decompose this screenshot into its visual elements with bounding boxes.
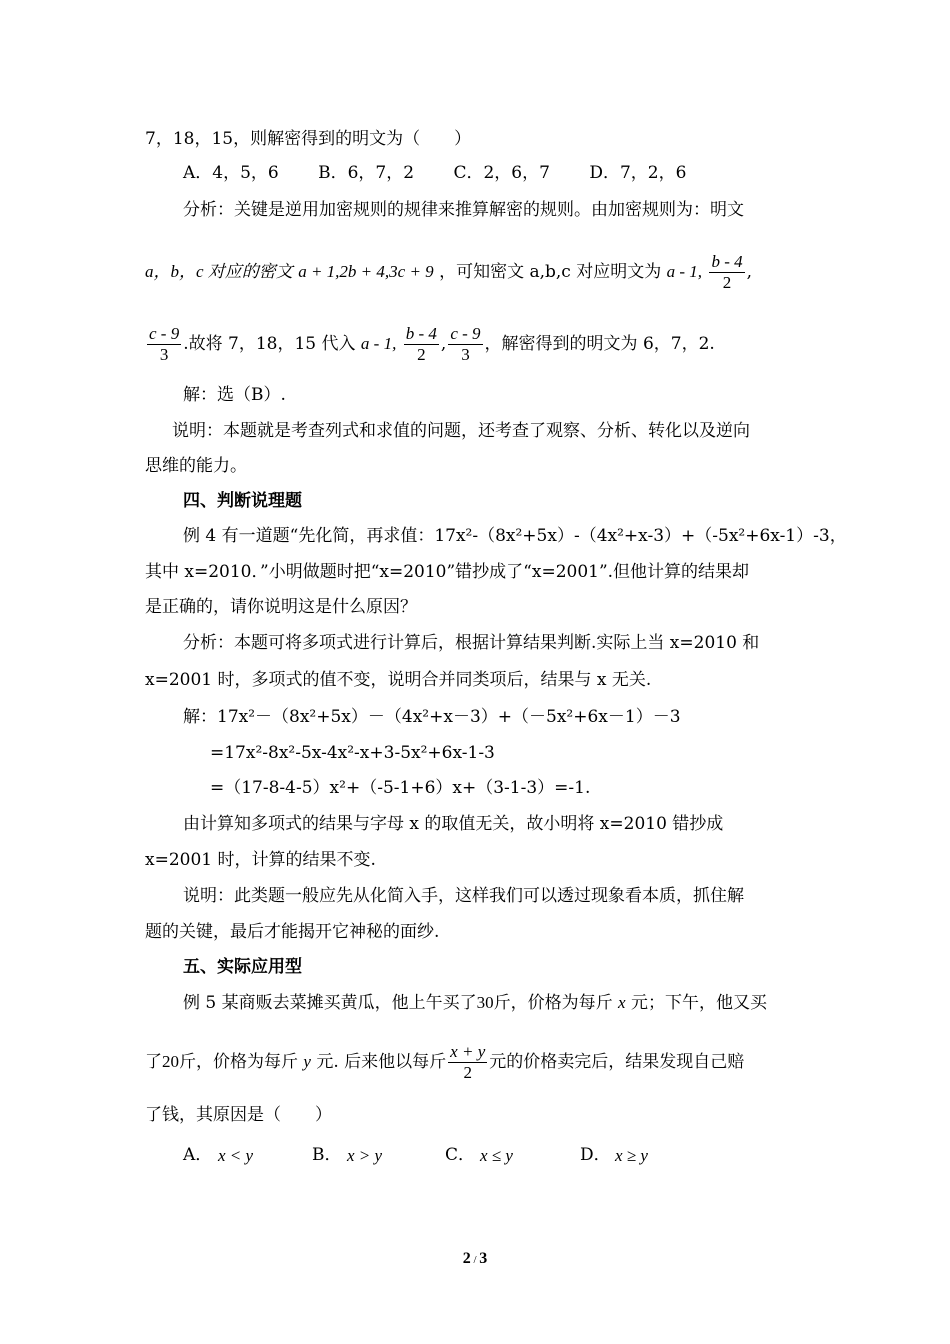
ex4-note-line1: 说明：此类题一般应先从化简入手，这样我们可以透过现象看本质，抓住解 [183, 886, 744, 906]
ex5-option-b [312, 1140, 383, 1165]
ex5-line3: 了钱，其原因是（ ） [145, 1105, 332, 1125]
ex5-sell-price-fraction [448, 1042, 487, 1083]
ex4-line2: 其中 x=2010．”小明做题时把“x=2010”错抄成了“x=2001”.但他计算的结果却 [145, 562, 750, 582]
q3-fraction-c-den: 3 [159, 345, 169, 364]
ex5-line2-mid2: 元. 后来他以每斤 [316, 1052, 447, 1072]
ex5-option-d-math: x ≥ y [615, 1146, 648, 1165]
ex5-option-b-math: x > y [347, 1146, 383, 1165]
q3-fraction-c2 [448, 324, 482, 365]
q3-fraction-c-num: c - 9 [149, 324, 180, 343]
ex5-option-c-math: x ≤ y [480, 1146, 513, 1165]
ex5-option-a [183, 1140, 254, 1165]
ex5-option-a-label: A． [183, 1145, 213, 1165]
ex5-option-a-math: x < y [218, 1146, 254, 1165]
q3-analysis-line1: 分析：关键是逆用加密规则的规律来推算解密的规则。由加密规则为：明文 [183, 200, 744, 220]
ex5-line2-end: 元的价格卖完后，结果发现自己赔 [489, 1052, 745, 1072]
page-current: 2 [462, 1250, 471, 1267]
q3-fraction-b2 [404, 324, 439, 365]
ex4-solution-line3: =（17-8-4-5）x²+（-5-1+6）x+（3-1-3）=-1. [210, 778, 591, 798]
ex5-option-b-label: B． [312, 1145, 342, 1165]
q3-fraction-b-num: b - 4 [711, 252, 743, 271]
ex5-line1-pre: 例 5 某商贩去菜摊买黄瓜，他上午买了 [183, 993, 477, 1013]
ex5-price-x: x [618, 993, 626, 1012]
ex4-line3: 是正确的，请你说明这是什么原因？ [145, 597, 417, 617]
ex5-option-d [580, 1140, 648, 1165]
ex5-line2-mid: 斤，价格为每斤 [179, 1052, 298, 1072]
section4-title: 四、判断说理题 [183, 491, 302, 511]
q3-note-line2: 思维的能力。 [145, 456, 247, 476]
ex5-option-d-label: D． [580, 1145, 611, 1165]
ex5-line1-mid: 斤，价格为每斤 [493, 993, 613, 1013]
q3-fraction-b-den: 2 [722, 273, 732, 292]
page-total: 3 [479, 1250, 488, 1267]
q3-solution: 解：选（B）. [183, 385, 286, 405]
ex4-conclusion-line1: 由计算知多项式的结果与字母 x 的取值无关，故小明将 x=2010 错抄成 [183, 814, 724, 834]
ex5-option-c [445, 1140, 513, 1165]
ex4-line1: 例 4 有一道题“先化简，再求值：17x²-（8x²+5x）-（4x²+x-3）+（-5x²+6x-1）-3， [183, 526, 847, 546]
q3-analysis3-mid: .故将 7，18，15 代入 [183, 334, 356, 354]
ex5-line2-pre: 了 [145, 1052, 162, 1072]
q3-cipher-formula: a + 1,2b + 4,3c + 9 [298, 262, 434, 281]
q3-options: A．4，5，6 B．6，7，2 C．2，6，7 D．7，2，6 [183, 163, 687, 183]
q3-comma2: , [440, 334, 447, 354]
ex4-solution-line1: 解：17x²－（8x²+5x）－（4x²+x－3）+（－5x²+6x－1）－3 [183, 707, 681, 727]
q3-fraction-b2-num: b - 4 [405, 324, 437, 343]
q3-note-line1: 说明：本题就是考查列式和求值的问题，还考查了观察、分析、转化以及逆向 [172, 421, 750, 441]
q3-analysis-mid: ，可知密文 a,b,c 对应明文为 [439, 262, 662, 282]
section5-title: 五、实际应用型 [183, 957, 302, 977]
q3-analysis-line3 [145, 322, 715, 366]
ex4-conclusion-line2: x=2001 时，计算的结果不变. [145, 850, 376, 870]
q3-fraction-b [709, 252, 744, 293]
page-separator: / [470, 1254, 480, 1266]
q3-fraction-c2-num: c - 9 [450, 324, 481, 343]
q3-analysis-pre: a，b，c 对应的密文 [145, 262, 293, 281]
q3-fraction-c [147, 324, 181, 365]
q3-comma: , [746, 262, 753, 282]
q3-analysis-line2 [145, 250, 752, 294]
q3-expr-a2: a - 1, [360, 334, 397, 353]
q3-expr-a: a - 1, [666, 262, 703, 281]
q3-stem-end: 7，18，15，则解密得到的明文为（ ） [145, 129, 472, 149]
ex4-solution-line2: =17x²-8x²-5x-4x²-x+3-5x²+6x-1-3 [210, 743, 495, 763]
ex5-fraction-num: x + y [450, 1042, 486, 1061]
ex5-morning-qty: 30 [476, 993, 494, 1012]
ex5-option-c-label: C． [445, 1145, 476, 1165]
ex5-line1 [183, 992, 767, 1014]
ex5-fraction-den: 2 [463, 1063, 472, 1082]
ex5-afternoon-qty: 20 [162, 1052, 179, 1071]
ex5-line2 [145, 1040, 744, 1084]
q3-fraction-b2-den: 2 [417, 345, 426, 364]
q3-fraction-c2-den: 3 [461, 345, 470, 364]
ex5-price-y: y [303, 1052, 311, 1071]
ex4-note-line2: 题的关键，最后才能揭开它神秘的面纱. [145, 922, 440, 942]
ex4-analysis-line1: 分析：本题可将多项式进行计算后，根据计算结果判断.实际上当 x=2010 和 [183, 633, 760, 653]
page-number [0, 1250, 950, 1268]
q3-analysis3-end: ，解密得到的明文为 6，7，2. [484, 334, 715, 354]
ex5-line1-end: 元；下午，他又买 [630, 993, 767, 1013]
ex4-analysis-line2: x=2001 时，多项式的值不变，说明合并同类项后，结果与 x 无关. [145, 670, 652, 690]
